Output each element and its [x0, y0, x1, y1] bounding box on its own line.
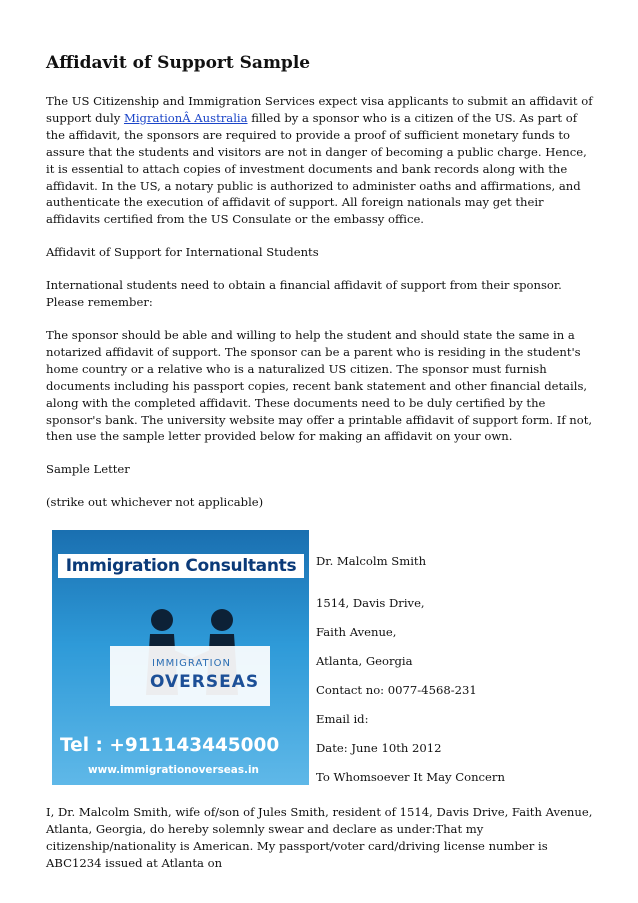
ad-website: www.immigrationoverseas.in — [88, 764, 259, 777]
sponsor-paragraph: The sponsor should be able and willing to help the student and should state the same in a notarized affidavit of support. The sponsor can be a parent who is residing in the student's home country or a relative who is a naturalized US citizen. The sponsor must furnish documents including his passport copies, recent bank statement and other financial details, along with the completed affidavit. These documents need to be duly certified by the sponsor's bank. The university website may offer a printable affidavit of support form. If not, then use the sample letter provided below for making an affidavit on your own. — [46, 327, 593, 444]
ad-phone: Tel : +91114344500​0 — [60, 735, 280, 757]
address-line: Email id: — [316, 712, 369, 727]
declaration-paragraph: I, Dr. Malcolm Smith, wife of/son of Jules Smith, resident of 1514, Davis Drive, Faith Avenue, Atlanta, Georgia, do hereby solemnly swear and declare as under:That my citizenship/nationality is American. My passport/voter card/driving license number is ABC1234 issued at Atlanta on — [46, 805, 593, 870]
sample-letter-block — [46, 530, 598, 794]
strike-note: (strike out whichever not applicable) — [46, 495, 264, 510]
address-line: 1514, Davis Drive, — [316, 596, 425, 611]
address-line: Dr. Malcolm Smith — [316, 554, 427, 569]
intro-text-end: filled by a sponsor who is a citizen of the US. As part of the affidavit, the sponsors are required to provide a proof of sufficient monetary funds to assure that the students and visitors are not in danger of becoming a public charge. Hence, it is essential to attach copies of investment documents and bank records along with the affidavit. In the US, a notary public is authorized to administer oaths and affirmations, and authenticate the execution of affidavit of support. All foreign nationals may get their affidavits certified from the US Consulate or the embassy office. — [46, 110, 587, 227]
logo-line-1: IMMIGRATION — [152, 658, 231, 670]
sample-letter-label: Sample Letter — [46, 462, 130, 477]
intl-students-paragraph: International students need to obtain a financial affidavit of support from their sponsor. Please remember: — [46, 278, 562, 310]
immigration-ad-image — [52, 530, 309, 785]
intro-paragraph — [46, 93, 598, 228]
address-line: Atlanta, Georgia — [316, 654, 413, 669]
intro-text-start: The US Citizenship and Immigration Services expect visa applicants to submit an affidavit of support duly — [46, 94, 593, 125]
address-line: Faith Avenue, — [316, 625, 397, 640]
ad-title: Immigration Consultants — [58, 554, 304, 578]
address-line: To Whomsoever It May Concern — [316, 770, 505, 785]
address-line: Contact no: 0077-4568-231 — [316, 683, 477, 698]
address-line: Date: June 10th 2012 — [316, 741, 442, 756]
address-block — [316, 530, 505, 785]
document-page — [46, 52, 598, 888]
subheading: Affidavit of Support for International Students — [46, 245, 319, 260]
page-title: Affidavit of Support Sample — [46, 53, 311, 73]
logo-line-2: OVERSEAS — [150, 672, 260, 693]
migration-australia-link[interactable]: MigrationÂ Australia — [123, 110, 248, 125]
